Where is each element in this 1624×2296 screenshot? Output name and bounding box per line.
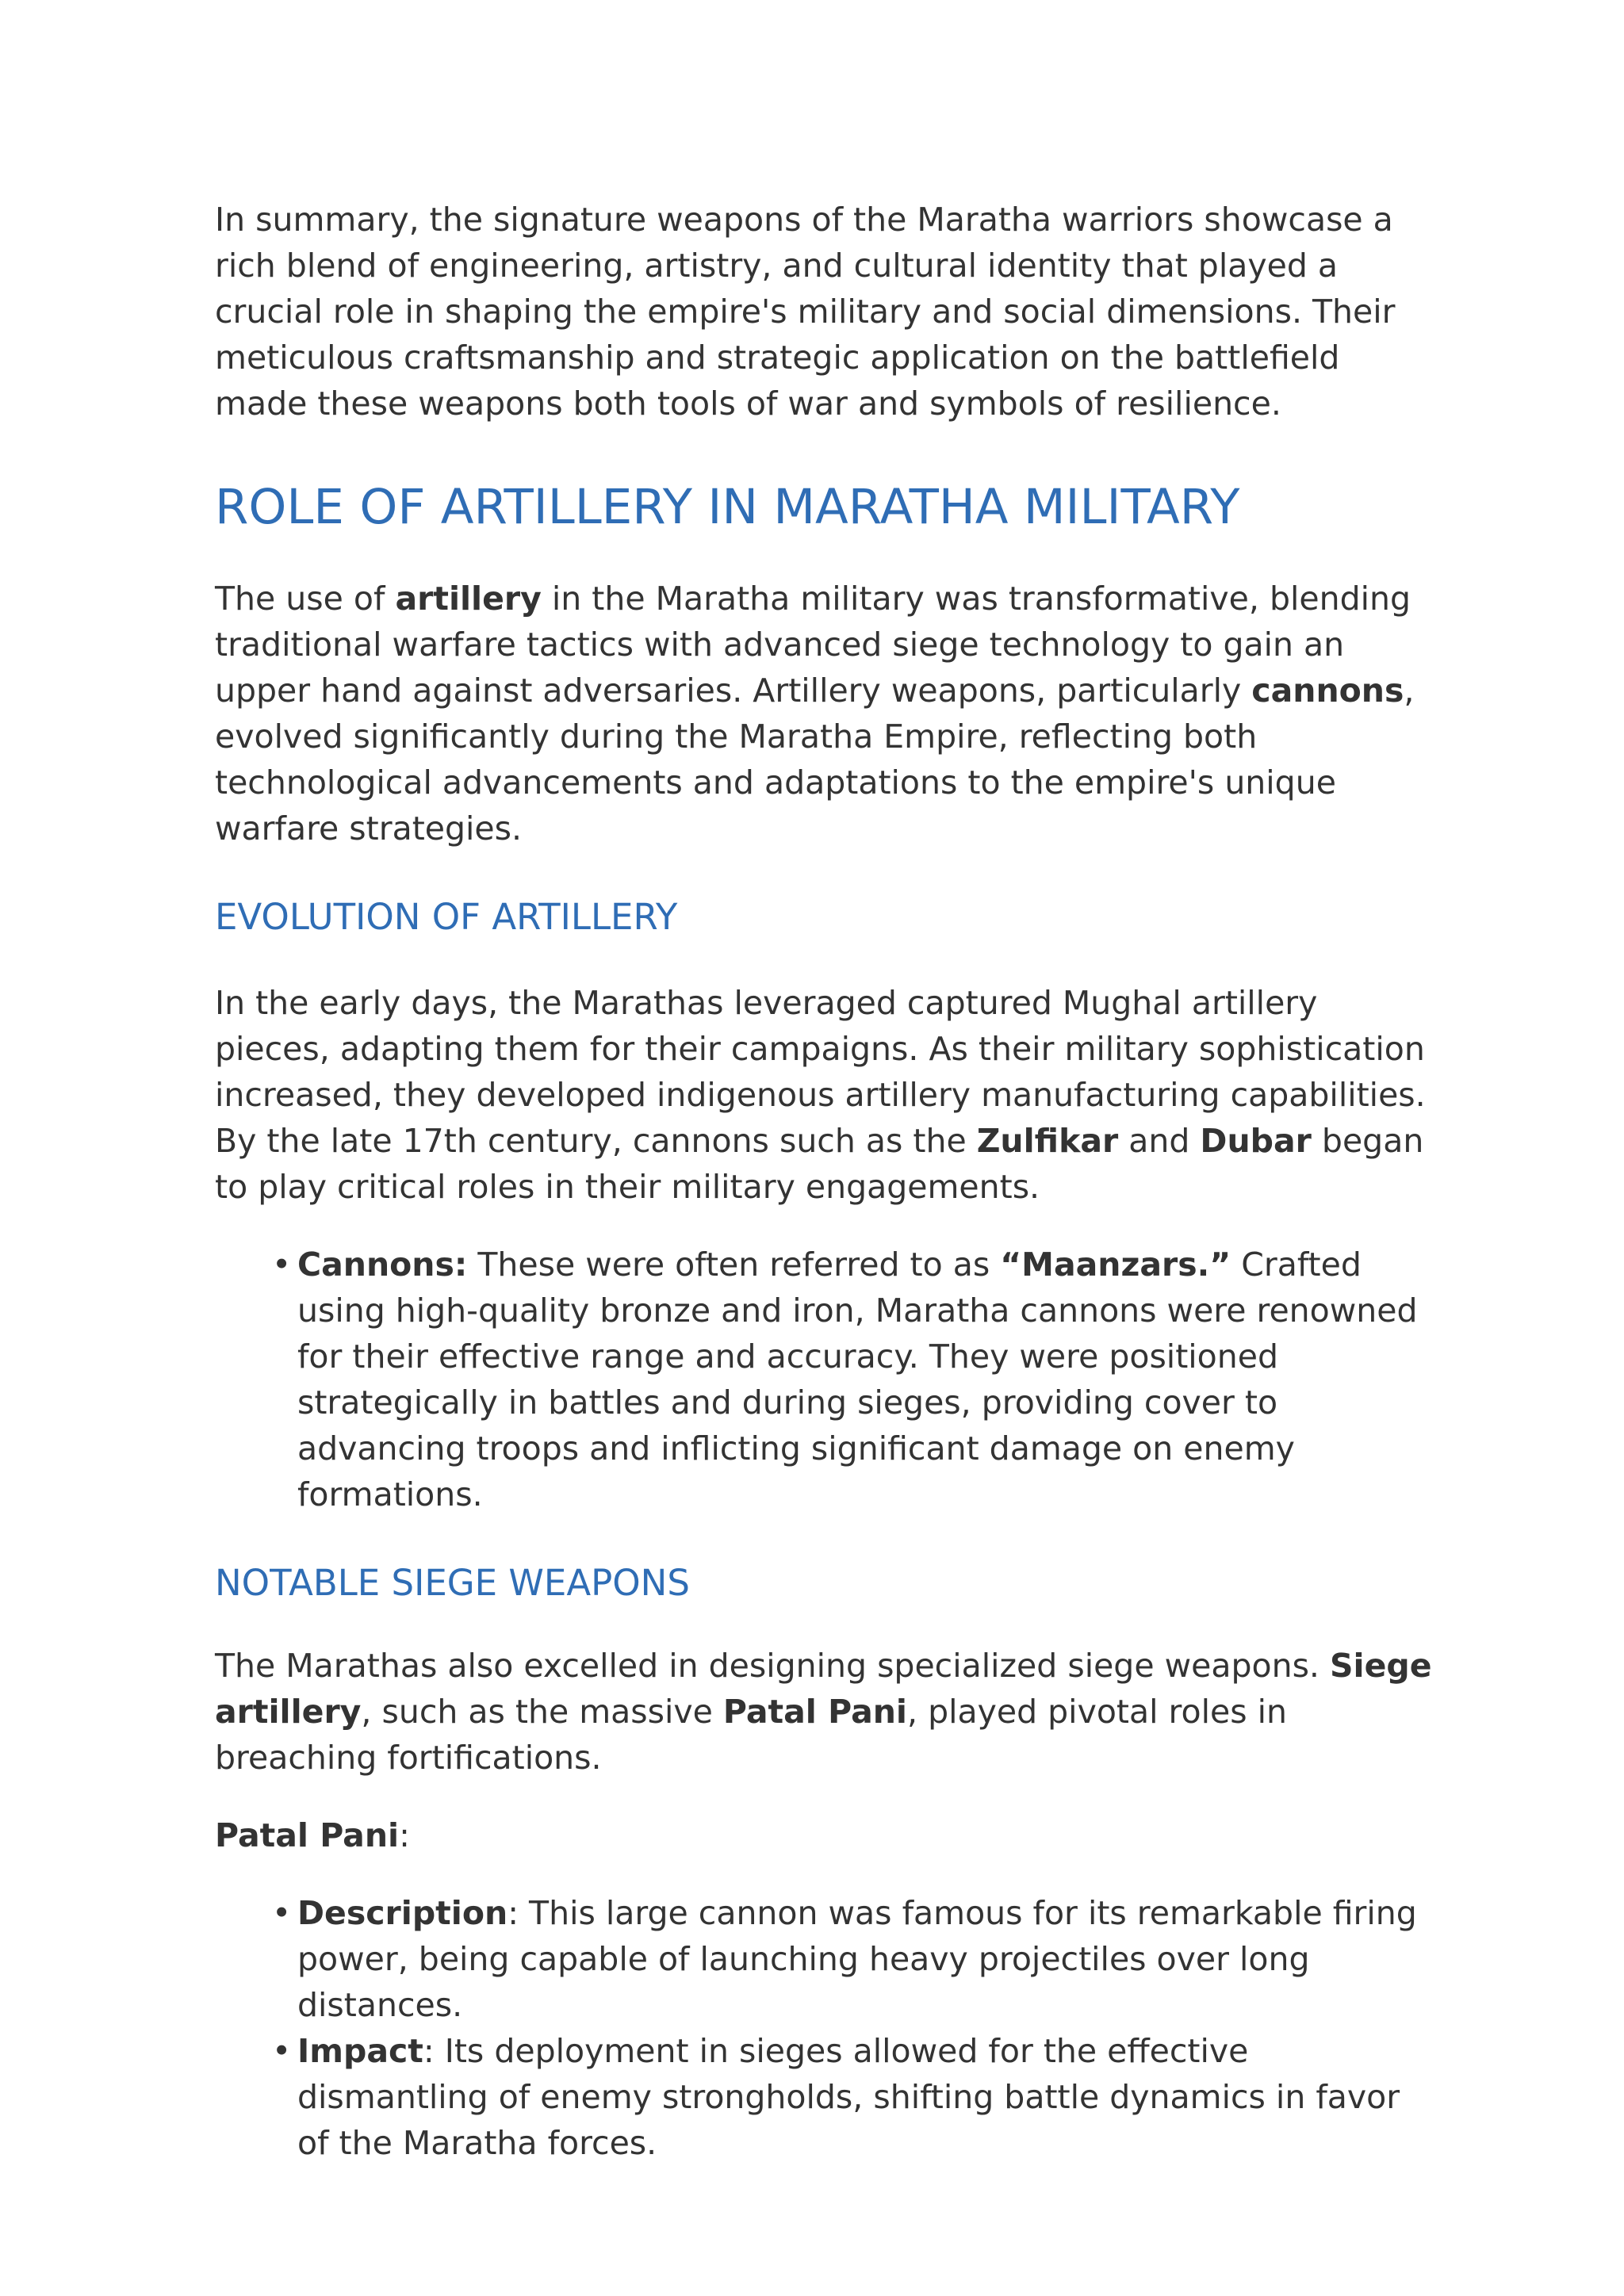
subheading-evolution-of-artillery: EVOLUTION OF ARTILLERY — [215, 896, 678, 938]
list-item-cannons — [272, 1242, 1436, 1517]
bold-term-patal-pani: Patal Pani — [722, 1693, 907, 1731]
bullet-label: Impact — [297, 2032, 423, 2070]
list-item-impact — [272, 2028, 1436, 2166]
text-run: These were often referred to as — [467, 1246, 1001, 1284]
text-run: , such as the massive — [361, 1693, 723, 1731]
subheading-notable-siege-weapons: NOTABLE SIEGE WEAPONS — [215, 1562, 690, 1604]
evolution-paragraph — [215, 980, 1436, 1210]
text-run: in the Maratha military was transformative, blending traditional warfare tactics with advanced siege technology to gain an upper hand against adversaries. Artillery weapons, particularly — [215, 580, 1411, 710]
bold-term-patal-pani-label: Patal Pani — [215, 1816, 400, 1854]
list-item-description — [272, 1890, 1436, 2028]
bold-term-siege-artillery: Siege artillery — [215, 1647, 1432, 1731]
text-run: and — [1118, 1122, 1201, 1160]
summary-paragraph: In summary, the signature weapons of the Maratha warriors showcase a rich blend of engineering, artistry, and cultural identity that played a crucial role in shaping the empire's military and social dimensions. Their meticulous craftsmanship and strategic application on the battlefield made these weapons both tools of war and symbols of resilience. — [215, 201, 1396, 423]
bullet-icon: • — [272, 2032, 292, 2070]
artillery-intro-paragraph — [215, 576, 1436, 851]
bold-term-artillery: artillery — [395, 580, 542, 618]
text-run: : Its deployment in sieges allowed for the effective dismantling of enemy strongholds, shifting battle dynamics in favor of the Maratha forces. — [297, 2032, 1400, 2162]
bold-term-dubar: Dubar — [1200, 1122, 1312, 1160]
text-run: , played pivotal roles in breaching fortifications. — [215, 1693, 1287, 1777]
text-run: The use of — [215, 580, 396, 618]
patal-pani-label — [215, 1812, 1436, 1858]
text-run: , evolved significantly during the Maratha Empire, reflecting both technological advancements and adaptations to the empire's unique warfare strategies. — [215, 672, 1415, 848]
text-run: In the early days, the Marathas leveraged captured Mughal artillery pieces, adapting them for their campaigns. As their military sophistication increased, they developed indigenous artillery manufacturing capabilities. By the late 17th century, cannons such as the — [215, 984, 1426, 1160]
bold-term-cannons: cannons — [1251, 672, 1404, 710]
section-heading-role-of-artillery: ROLE OF ARTILLERY IN MARATHA MILITARY — [215, 479, 1240, 535]
bullet-icon: • — [272, 1894, 292, 1932]
siege-paragraph — [215, 1643, 1436, 1781]
text-run: The Marathas also excelled in designing specialized siege weapons. — [215, 1647, 1330, 1685]
bullet-label: Cannons: — [297, 1246, 468, 1284]
bullet-icon: • — [272, 1246, 292, 1284]
text-run: Crafted using high-quality bronze and iron, Maratha cannons were renowned for their effective range and accuracy. They were positioned strategically in battles and during sieges, providing cover to advancing troops and inflicting significant damage on enemy formations. — [297, 1246, 1418, 1513]
cannons-bullet-list — [215, 1242, 1436, 1517]
patal-pani-bullet-list — [215, 1890, 1436, 2166]
text-run: began to play critical roles in their military engagements. — [215, 1122, 1424, 1206]
bold-term-maanzars: “Maanzars.” — [1000, 1246, 1231, 1284]
text-run: : This large cannon was famous for its remarkable firing power, being capable of launching heavy projectiles over long distances. — [297, 1894, 1417, 2024]
label-colon: : — [399, 1816, 410, 1854]
bullet-label: Description — [297, 1894, 508, 1932]
bold-term-zulfikar: Zulfikar — [976, 1122, 1119, 1160]
document-page — [215, 197, 1436, 2166]
